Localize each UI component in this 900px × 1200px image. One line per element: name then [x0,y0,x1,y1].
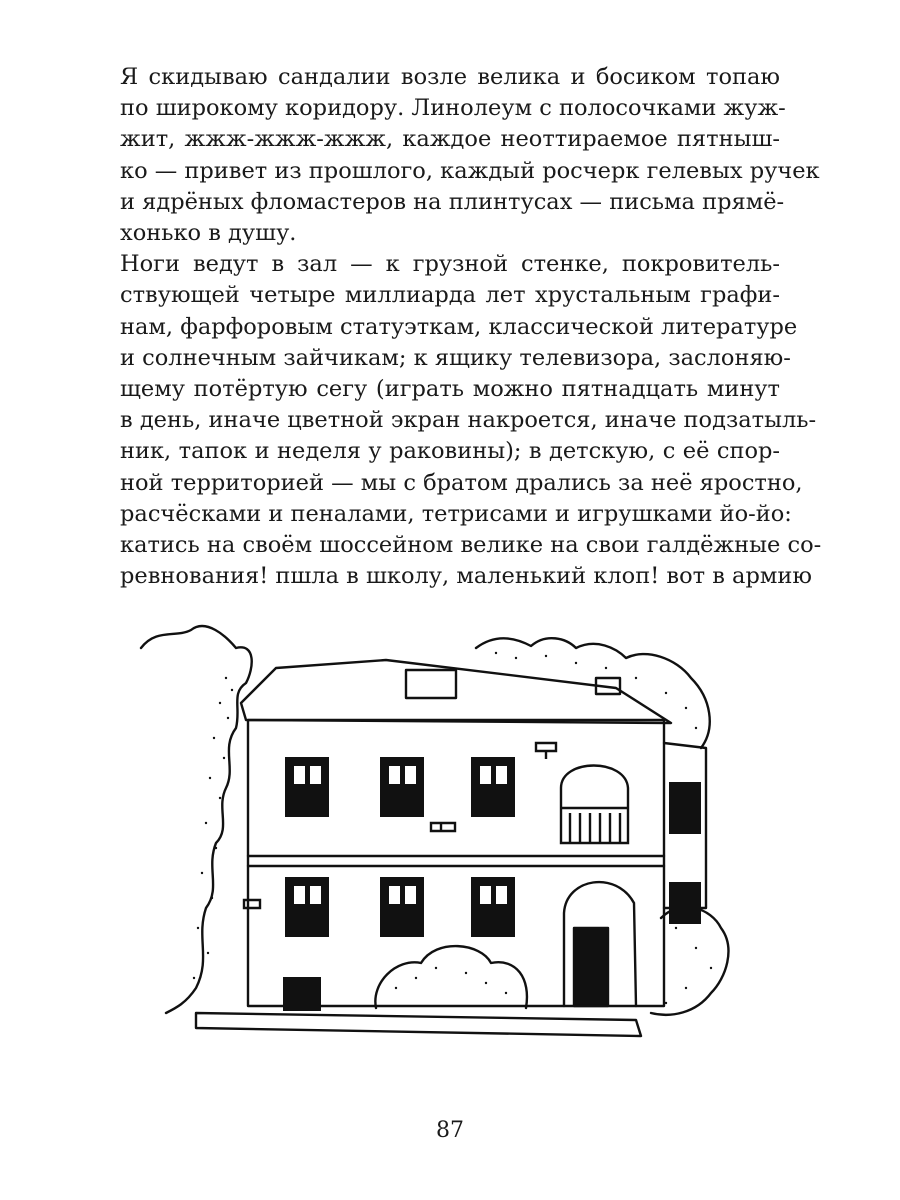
text-line: Ноги ведут в зал — к грузной стенке, покровитель- [120,251,780,278]
text-line: ной территорией — мы с братом дрались за неё яростно, [120,469,803,496]
page-number: 87 [436,1118,464,1143]
text-line: щему потёртую сегу (играть можно пятнадцать минут [120,376,780,403]
window [472,878,514,936]
text-line: катись на своём шоссейном велике на свои галдёжные со- [120,532,822,559]
text-line: расчёсками и пеналами, тетрисами и игрушками йо-йо: [120,500,792,527]
window [472,758,514,816]
body-text [120,62,822,592]
brick-mark [244,900,260,908]
text-line: и ядрёных фломастеров на плинтусах — письма прямё- [120,188,785,215]
text-line: ревнования! пшла в школу, маленький клоп! вот в армию [120,563,812,590]
foundation [196,1013,641,1036]
text-line: ник, тапок и неделя у раковины); в детскую, с её спор- [120,438,780,465]
window [284,978,320,1010]
front-bush [375,946,527,1008]
window [670,883,700,923]
paragraph-1 [120,62,820,249]
text-line: Я скидываю сандалии возле велика и босиком топаю [120,64,780,90]
right-tree-outline [476,638,710,748]
text-line: хонько в душу. [120,220,297,247]
paragraph-2 [120,249,822,592]
window [670,783,700,833]
text-line: в день, иначе цветной экран накроется, иначе подзатыль- [120,407,817,434]
brick-mark [431,823,455,831]
brick-mark [536,743,556,759]
text-line: и солнечным зайчикам; к ящику телевизора, заслоняю- [120,344,791,371]
window [381,758,423,816]
house-illustration [136,608,736,1068]
window [286,758,328,816]
text-line: ко — привет из прошлого, каждый росчерк гелевых ручек [120,157,820,184]
text-line: ствующей четыре миллиарда лет хрустальным графи- [120,282,780,309]
dormer [406,670,456,698]
window [286,878,328,936]
window [381,878,423,936]
left-tree-outline [141,626,252,1013]
text-line: нам, фарфоровым статуэткам, классической литературе [120,313,798,340]
text-line: жит, жжж-жжж-жжж, каждое неоттираемое пятныш- [120,126,780,153]
text-line: по широкому коридору. Линолеум с полосочками жуж- [120,95,786,122]
door [574,928,608,1006]
